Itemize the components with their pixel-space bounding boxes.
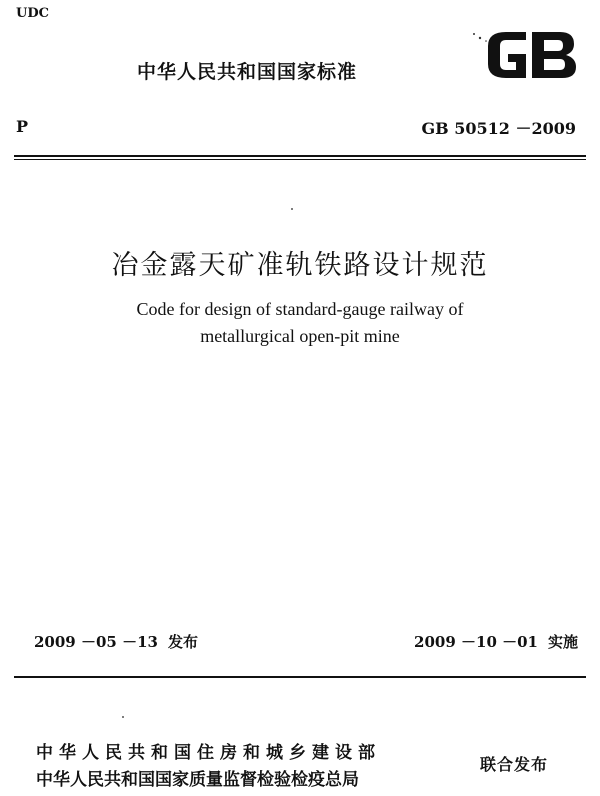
bottom-divider xyxy=(14,676,586,678)
country-standard-heading: 中华人民共和国国家标准 xyxy=(137,61,358,83)
gb-logo xyxy=(466,26,578,84)
issue-date: 2009 －05 －13 xyxy=(34,633,158,651)
title-english-line1: Code for design of standard-gauge railway of xyxy=(136,299,464,319)
top-divider-thin xyxy=(14,159,586,160)
classification-letter: P xyxy=(16,117,29,136)
implementation-label: 实施 xyxy=(547,633,578,651)
issuer-ministry-housing: 中华人民共和国住房和城乡建设部 xyxy=(36,743,381,763)
title-chinese: 冶金露天矿准轨铁路设计规范 xyxy=(111,250,489,281)
issue-label: 发布 xyxy=(167,633,198,651)
scan-speck xyxy=(122,716,124,718)
implementation-date-block xyxy=(414,631,578,652)
title-english xyxy=(0,296,600,350)
issuer-aqsiq: 中华人民共和国国家质量监督检验检疫总局 xyxy=(36,770,359,790)
implementation-date: 2009 －10 －01 xyxy=(414,633,538,651)
top-divider xyxy=(14,155,586,157)
joint-issue-label: 联合发布 xyxy=(480,755,549,774)
scan-speck xyxy=(291,208,293,210)
udc-label: UDC xyxy=(16,6,49,21)
issue-date-block xyxy=(34,631,198,652)
title-english-line2: metallurgical open-pit mine xyxy=(200,326,400,346)
standard-number: GB 50512 －2009 xyxy=(421,119,576,138)
